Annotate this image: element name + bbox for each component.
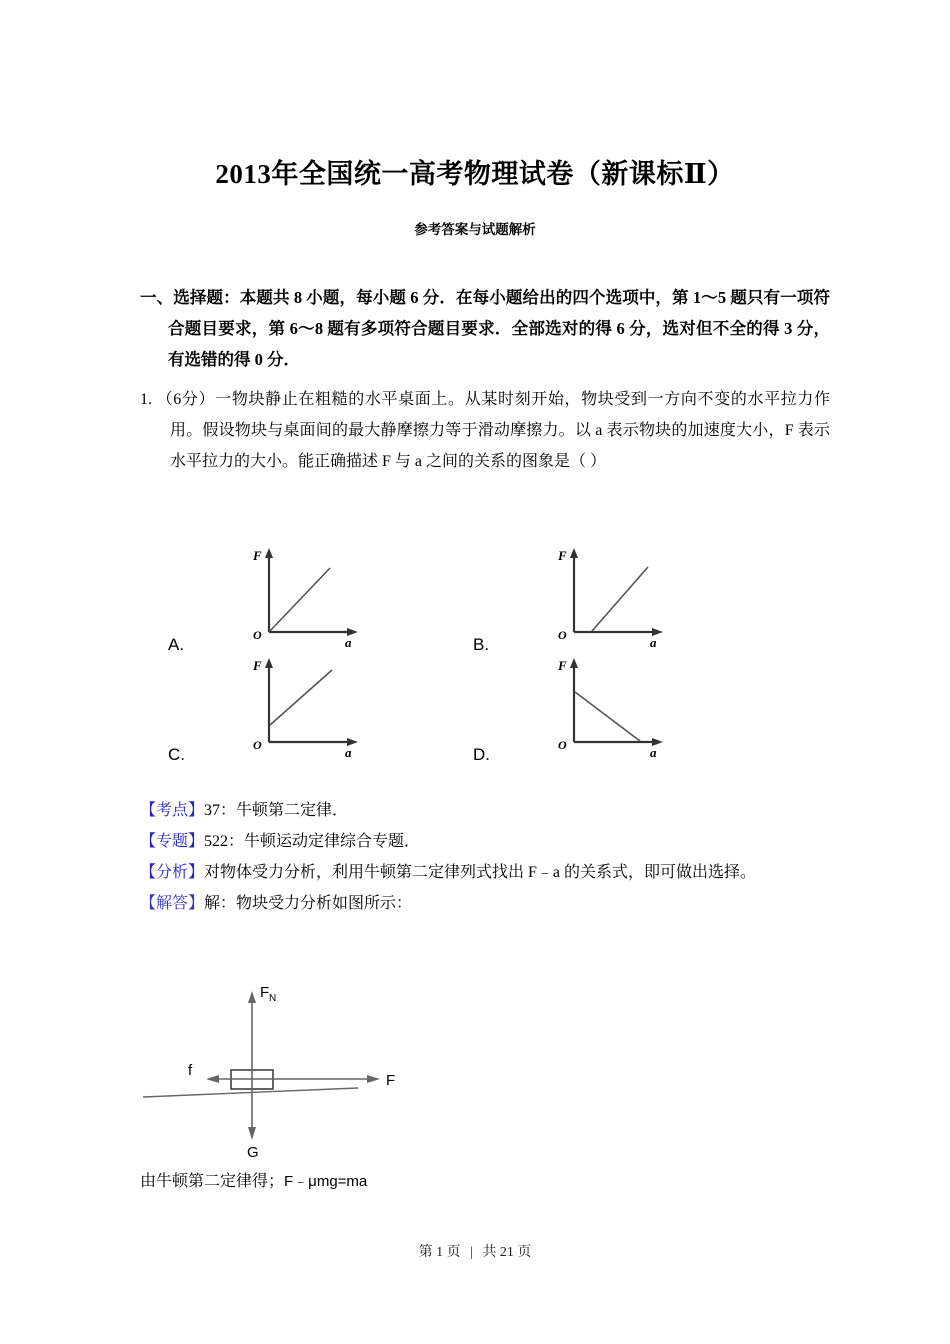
option-a-x-label: a <box>345 635 352 650</box>
option-b-y-label: F <box>558 548 567 563</box>
question-number: 1. <box>140 391 152 408</box>
option-b-x-label: a <box>650 635 657 650</box>
question-text: 一物块静止在粗糙的水平桌面上。从某时刻开始，物块受到一方向不变的水平拉力作用。假设物块与桌面间的最大静摩擦力等于滑动摩擦力。以 a 表示物块的加速度大小，F 表示水平拉力的大小。能正确描述 F 与 a 之间的关系的图象是（ ） <box>170 391 830 470</box>
analysis-block <box>140 795 830 919</box>
option-b-graph <box>500 540 670 650</box>
fenxi-tag: 【分析】 <box>140 864 205 881</box>
option-d-label: D. <box>473 745 490 764</box>
footer-current-page: 1 <box>436 1245 444 1260</box>
force-diagram-svg <box>148 975 448 1160</box>
jieda-tag: 【解答】 <box>140 895 205 912</box>
kaodian-tag: 【考点】 <box>140 802 205 819</box>
option-c[interactable] <box>140 650 380 765</box>
free-body-diagram <box>148 975 448 1160</box>
kaodian-text: 37：牛顿第二定律． <box>204 802 349 819</box>
footer-total-prefix: 共 <box>482 1245 497 1260</box>
normal-force-label: F <box>260 984 270 1001</box>
section-heading: 一、选择题：本题共 8 小题，每小题 6 分．在每小题给出的四个选项中，第 1～5 题只有一项符合题目要求，第 6～8 题有多项符合题目要求．全部选对的得 6 分，选对但不全的得 3 分，有选错的得 0 分． <box>140 288 830 369</box>
option-d-graph <box>500 650 670 760</box>
option-c-y-label: F <box>253 658 262 673</box>
question-block <box>140 384 830 477</box>
normal-force-subscript: N <box>269 993 277 1004</box>
option-a-graph <box>195 540 365 650</box>
footer-page-prefix: 第 <box>418 1245 433 1260</box>
document-body <box>140 282 830 477</box>
gravity-label: G <box>247 1144 259 1161</box>
kaodian-row <box>140 795 830 826</box>
option-b-origin: O <box>558 628 567 642</box>
page-title: 2013年全国统一高考物理试卷（新课标Ⅱ） <box>215 159 735 189</box>
applied-force-label: F <box>386 1072 396 1089</box>
zhuanti-tag: 【专题】 <box>140 833 205 850</box>
option-b-label: B. <box>473 635 490 654</box>
conclusion-text: 由牛顿第二定律得； <box>140 1173 285 1190</box>
footer-total-pages: 21 <box>499 1245 514 1260</box>
option-graphs <box>140 540 840 780</box>
option-d[interactable] <box>445 650 685 765</box>
option-d-origin: O <box>558 738 567 752</box>
option-a[interactable] <box>140 540 380 655</box>
jieda-row <box>140 888 830 919</box>
option-c-label: C. <box>168 745 185 764</box>
conclusion-line <box>140 1168 830 1196</box>
fenxi-text: 对物体受力分析，利用牛顿第二定律列式找出 F﹣a 的关系式，即可做出选择。 <box>204 864 757 881</box>
zhuanti-row <box>140 826 830 857</box>
jieda-text: 解：物块受力分析如图所示： <box>204 895 413 912</box>
option-d-x-label: a <box>650 745 657 760</box>
conclusion-equation: F﹣μmg=ma <box>284 1173 368 1190</box>
footer-page-unit: 页 <box>446 1245 461 1260</box>
option-c-x-label: a <box>345 745 352 760</box>
friction-label: f <box>188 1062 193 1079</box>
footer-separator: | <box>470 1245 473 1260</box>
footer-total-unit: 页 <box>517 1245 532 1260</box>
page-subtitle: 参考答案与试题解析 <box>414 222 536 237</box>
option-c-graph <box>195 650 365 760</box>
question-points: （6分） <box>156 391 216 408</box>
page-footer <box>0 1241 950 1261</box>
option-a-origin: O <box>253 628 262 642</box>
option-d-y-label: F <box>558 658 567 673</box>
option-b[interactable] <box>445 540 685 655</box>
option-c-origin: O <box>253 738 262 752</box>
option-a-label: A. <box>168 635 185 654</box>
zhuanti-text: 522：牛顿运动定律综合专题． <box>204 833 421 850</box>
fenxi-row <box>140 857 830 888</box>
option-a-y-label: F <box>253 548 262 563</box>
